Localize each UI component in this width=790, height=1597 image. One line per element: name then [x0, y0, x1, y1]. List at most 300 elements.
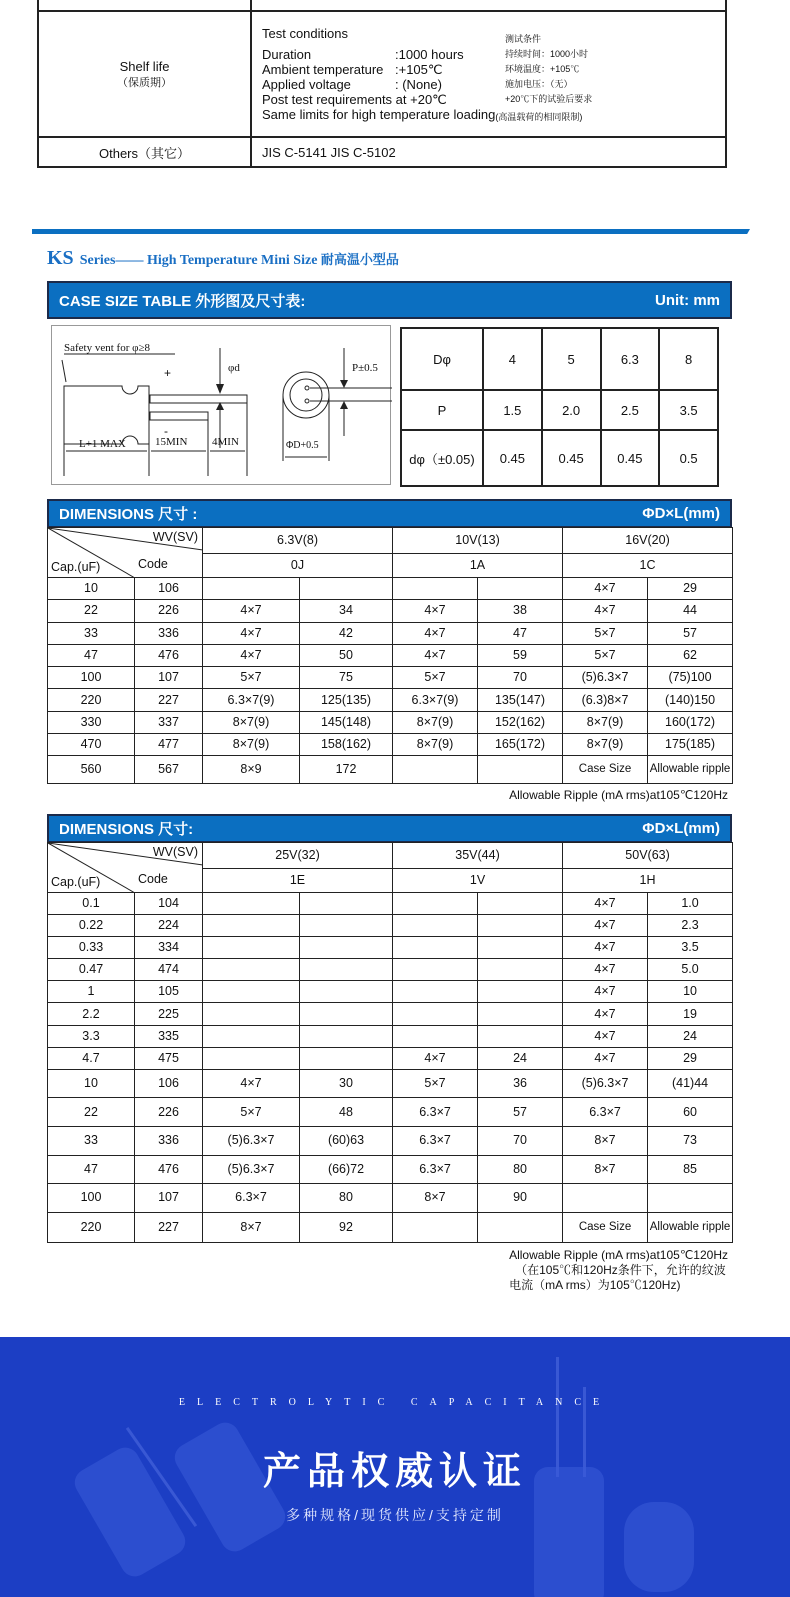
case-size-cell: 4×7: [563, 600, 648, 622]
capacitance-cell: 22: [48, 1098, 135, 1127]
ripple-cell: 42: [300, 622, 393, 644]
case-size-label: P: [401, 390, 483, 430]
ripple-cell: 62: [648, 644, 733, 666]
table-row: [48, 622, 733, 644]
case-size-cell: 8×7: [393, 1184, 478, 1213]
ripple-cell: [300, 893, 393, 915]
ripple-cell: [478, 959, 563, 981]
ripple-cell: 47: [478, 622, 563, 644]
ripple-cell: [300, 1003, 393, 1025]
ripple-cell: [478, 915, 563, 937]
table-row: [48, 756, 733, 784]
voltage-code: 1V: [393, 869, 563, 893]
table-row: [48, 578, 733, 600]
condition-cn: 施加电压：（无）: [505, 79, 573, 89]
capacitance-cell: 560: [48, 756, 135, 784]
case-size-value: 5: [542, 328, 601, 390]
ripple-cell: 152(162): [478, 711, 563, 733]
ripple-cell: 160(172): [648, 711, 733, 733]
ripple-cell: 50: [300, 644, 393, 666]
case-size-cell: 4×7: [563, 578, 648, 600]
case-size-header: [47, 281, 732, 319]
ripple-cell: 85: [648, 1155, 733, 1184]
code-cell: 226: [135, 600, 203, 622]
case-size-label: Dφ: [401, 328, 483, 390]
voltage-header: 10V(13): [393, 528, 563, 554]
table-row: [48, 1003, 733, 1025]
condition-value: :1000 hours: [395, 47, 464, 62]
case-size-cell: [393, 937, 478, 959]
ripple-cell: Allowable ripple: [648, 1212, 733, 1242]
code-cell: 335: [135, 1025, 203, 1047]
case-size-unit: Unit: mm: [655, 291, 720, 309]
case-size-label: dφ（±0.05): [401, 430, 483, 486]
test-conditions-title: Test conditions: [262, 26, 348, 41]
case-size-value: 2.0: [542, 390, 601, 430]
capacitance-cell: 33: [48, 1126, 135, 1155]
case-size-cell: 6.3×7(9): [393, 689, 478, 711]
case-size-value: 8: [659, 328, 718, 390]
code-cell: 107: [135, 1184, 203, 1213]
dimensions-table-1: [47, 527, 733, 784]
case-size-cell: [393, 959, 478, 981]
condition-value: :+105℃: [395, 62, 443, 77]
case-size-cell: 4×7: [563, 893, 648, 915]
case-size-cell: [393, 893, 478, 915]
capacitance-cell: 100: [48, 667, 135, 689]
case-size-cell: 4×7: [563, 981, 648, 1003]
case-size-value: 0.45: [542, 430, 601, 486]
safety-vent-label: Safety vent for φ≥8: [64, 342, 151, 354]
case-size-title: CASE SIZE TABLE 外形图及尺寸表:: [59, 292, 306, 310]
ripple-cell: 135(147): [478, 689, 563, 711]
code-cell: 227: [135, 1212, 203, 1242]
condition-key: Ambient temperature: [262, 62, 384, 77]
case-outline-diagram: [51, 325, 391, 485]
case-size-cell: 5×7: [393, 1069, 478, 1098]
ripple-cell: [478, 578, 563, 600]
voltage-header: 35V(44): [393, 843, 563, 869]
code-cell: 567: [135, 756, 203, 784]
ripple-cell: 125(135): [300, 689, 393, 711]
case-size-value: 0.45: [601, 430, 660, 486]
case-size-cell: [393, 981, 478, 1003]
ripple-cell: 48: [300, 1098, 393, 1127]
capacitance-cell: 3.3: [48, 1025, 135, 1047]
banner-eyebrow: ELECTROLYTIC CAPACITANCE: [178, 1397, 612, 1408]
ripple-cell: 92: [300, 1212, 393, 1242]
same-limits-cn: (高温载荷的相同限制): [495, 112, 583, 122]
case-size-cell: [393, 1025, 478, 1047]
voltage-code: 1C: [563, 554, 733, 578]
case-size-row: [401, 430, 718, 486]
dimensions-table-2: [47, 842, 733, 1243]
table-row: [48, 937, 733, 959]
spec-row-top: [39, 0, 725, 10]
shelf-life-text: Shelf life: [119, 58, 170, 74]
spec-row-others: [39, 136, 725, 166]
voltage-code: 1A: [393, 554, 563, 578]
cap-label: Cap.(uF): [51, 560, 101, 574]
certification-banner: [0, 1337, 790, 1597]
spec-row-shelf-life: [39, 10, 725, 136]
diagonal-header-cell: [48, 528, 203, 578]
others-label: Others（其它）: [39, 138, 252, 166]
case-size-cell: [203, 578, 300, 600]
ripple-cell: 10: [648, 981, 733, 1003]
capacitance-cell: 1: [48, 981, 135, 1003]
code-cell: 475: [135, 1047, 203, 1069]
ripple-cell: [300, 981, 393, 1003]
ripple-note-line: Allowable Ripple (mA rms)at105℃120Hz: [509, 1248, 728, 1262]
code-cell: 227: [135, 689, 203, 711]
case-size-cell: (5)6.3×7: [563, 1069, 648, 1098]
case-size-cell: 4×7: [563, 1025, 648, 1047]
capacitance-cell: 0.22: [48, 915, 135, 937]
ripple-cell: 2.3: [648, 915, 733, 937]
table-row: [48, 1184, 733, 1213]
ripple-cell: [478, 981, 563, 1003]
table-row: [48, 734, 733, 756]
case-size-cell: 8×7: [563, 1126, 648, 1155]
case-size-cell: 8×7(9): [393, 734, 478, 756]
ripple-cell: (75)100: [648, 667, 733, 689]
min4-label: 4MIN: [212, 436, 239, 448]
ripple-cell: [300, 915, 393, 937]
ripple-cell: 80: [300, 1184, 393, 1213]
table-row: [48, 644, 733, 666]
case-size-cell: 4×7: [203, 1069, 300, 1098]
case-size-cell: 4×7: [393, 644, 478, 666]
case-size-cell: [203, 959, 300, 981]
ripple-cell: 145(148): [300, 711, 393, 733]
case-size-cell: 5×7: [393, 667, 478, 689]
ripple-cell: 90: [478, 1184, 563, 1213]
shelf-life-conditions: [252, 12, 725, 136]
case-size-cell: 4×7: [203, 600, 300, 622]
case-size-row: [401, 328, 718, 390]
ripple-cell: [478, 1003, 563, 1025]
series-cn: 耐高温小型品: [320, 253, 399, 268]
ripple-cell: 19: [648, 1003, 733, 1025]
capacitance-cell: 220: [48, 689, 135, 711]
ripple-cell: 30: [300, 1069, 393, 1098]
voltage-header: 6.3V(8): [203, 528, 393, 554]
shelf-life-cn: （保质期）: [117, 76, 172, 89]
banner-subtitle: 多种规格/现货供应/支持定制: [286, 1507, 504, 1523]
case-size-value: 0.45: [483, 430, 542, 486]
code-cell: 476: [135, 644, 203, 666]
table-row: [48, 689, 733, 711]
post-test-text: Post test requirements at +20℃: [262, 92, 447, 107]
table-row: [48, 893, 733, 915]
case-size-value: 2.5: [601, 390, 660, 430]
case-size-cell: 4×7: [563, 1047, 648, 1069]
case-size-cell: [203, 1025, 300, 1047]
ripple-cell: 70: [478, 667, 563, 689]
capacitance-cell: 0.33: [48, 937, 135, 959]
case-size-cell: 4×7: [393, 600, 478, 622]
ripple-cell: 60: [648, 1098, 733, 1127]
code-cell: 477: [135, 734, 203, 756]
ripple-note-line: （在105℃和120Hz条件下，允许的纹波: [515, 1263, 726, 1277]
case-size-cell: 5×7: [203, 1098, 300, 1127]
case-size-cell: 4×7: [563, 937, 648, 959]
ripple-cell: [478, 1212, 563, 1242]
ripple-cell: 3.5: [648, 937, 733, 959]
ripple-cell: 75: [300, 667, 393, 689]
case-size-cell: [393, 756, 478, 784]
case-size-cell: 6.3×7: [393, 1098, 478, 1127]
case-size-value: 6.3: [601, 328, 660, 390]
ripple-cell: 59: [478, 644, 563, 666]
ripple-cell: 24: [648, 1025, 733, 1047]
case-size-cell: 8×7(9): [203, 711, 300, 733]
post-test-cn: +20℃下的试验后要求: [505, 94, 593, 104]
case-size-cell: 5×7: [203, 667, 300, 689]
case-size-cell: [393, 1003, 478, 1025]
ripple-cell: 29: [648, 1047, 733, 1069]
ripple-cell: [300, 1025, 393, 1047]
code-cell: 336: [135, 1126, 203, 1155]
same-limits-text: Same limits for high temperature loading: [262, 107, 496, 122]
case-size-cell: 4×7: [203, 622, 300, 644]
ripple-cell: [478, 893, 563, 915]
capacitance-cell: 0.47: [48, 959, 135, 981]
ripple-note-2: [509, 1248, 728, 1293]
case-size-cell: 6.3×7: [393, 1126, 478, 1155]
code-cell: 476: [135, 1155, 203, 1184]
case-size-cell: [203, 1047, 300, 1069]
table-row: [48, 600, 733, 622]
capacitance-cell: 47: [48, 644, 135, 666]
wv-label: WV(SV): [152, 530, 198, 544]
length-label: L+1 MAX: [79, 438, 126, 450]
ripple-cell: 1.0: [648, 893, 733, 915]
ripple-cell: (60)63: [300, 1126, 393, 1155]
capacitance-cell: 33: [48, 622, 135, 644]
wv-label: WV(SV): [152, 845, 198, 859]
condition-cn: 持续时间：1000小时: [505, 49, 589, 59]
case-size-cell: (5)6.3×7: [563, 667, 648, 689]
code-cell: 107: [135, 667, 203, 689]
voltage-header: 25V(32): [203, 843, 393, 869]
case-size-cell: 4×7: [393, 1047, 478, 1069]
case-size-cell: 5×7: [563, 644, 648, 666]
code-cell: 106: [135, 1069, 203, 1098]
capacitance-cell: 330: [48, 711, 135, 733]
case-size-cell: 6.3×7: [203, 1184, 300, 1213]
ripple-note: Allowable Ripple (mA rms)at105℃120Hz: [509, 788, 728, 802]
case-size-cell: Case Size: [563, 756, 648, 784]
case-size-row: [401, 390, 718, 430]
ripple-cell: (140)150: [648, 689, 733, 711]
table-row: [48, 981, 733, 1003]
case-diameter-label: ΦD+0.5: [286, 440, 319, 451]
ripple-cell: 24: [478, 1047, 563, 1069]
table-row: [48, 1025, 733, 1047]
series-heading: [47, 247, 399, 270]
case-size-table: [400, 327, 719, 487]
ripple-note-line: 电流（mA rms）为105℃120Hz): [509, 1278, 681, 1292]
case-size-cell: (6.3)8×7: [563, 689, 648, 711]
capacitance-cell: 0.1: [48, 893, 135, 915]
series-code: KS: [47, 247, 74, 269]
condition-voltage: [262, 77, 725, 92]
case-size-cell: [563, 1184, 648, 1213]
condition-duration: [262, 47, 725, 62]
ripple-cell: 165(172): [478, 734, 563, 756]
ripple-cell: 5.0: [648, 959, 733, 981]
ripple-cell: [478, 1025, 563, 1047]
positive-lead-label: +: [164, 366, 172, 380]
case-size-cell: 6.3×7: [393, 1155, 478, 1184]
condition-value: : (None): [395, 77, 442, 92]
case-size-cell: 4×7: [563, 1003, 648, 1025]
dimensions-header-2: [47, 814, 732, 843]
table-row: [48, 1069, 733, 1098]
code-cell: 334: [135, 937, 203, 959]
case-size-cell: 6.3×7: [563, 1098, 648, 1127]
pitch-label: P±0.5: [352, 362, 378, 374]
series-text: Series—— High Temperature Mini Size: [79, 253, 318, 268]
case-size-value: 1.5: [483, 390, 542, 430]
case-size-cell: (5)6.3×7: [203, 1155, 300, 1184]
case-size-cell: 6.3×7(9): [203, 689, 300, 711]
ripple-cell: 175(185): [648, 734, 733, 756]
case-size-cell: 4×7: [393, 622, 478, 644]
ripple-cell: [478, 937, 563, 959]
code-cell: 336: [135, 622, 203, 644]
table-row: [48, 959, 733, 981]
capacitance-cell: 47: [48, 1155, 135, 1184]
case-size-cell: [203, 937, 300, 959]
banner-title: 产品权威认证: [262, 1451, 527, 1493]
case-size-cell: Case Size: [563, 1212, 648, 1242]
ripple-cell: 73: [648, 1126, 733, 1155]
code-cell: 337: [135, 711, 203, 733]
case-size-cell: 8×7(9): [563, 711, 648, 733]
capacitance-cell: 100: [48, 1184, 135, 1213]
table-row: [48, 1098, 733, 1127]
dimensions-title: DIMENSIONS 尺寸:: [59, 821, 194, 838]
case-size-cell: [203, 981, 300, 1003]
capacitance-cell: 220: [48, 1212, 135, 1242]
case-size-value: 4: [483, 328, 542, 390]
case-size-cell: [203, 1003, 300, 1025]
ripple-cell: (41)44: [648, 1069, 733, 1098]
code-cell: 105: [135, 981, 203, 1003]
section-divider: [32, 229, 750, 234]
case-size-cell: 4×7: [203, 644, 300, 666]
ripple-cell: 158(162): [300, 734, 393, 756]
case-size-cell: (5)6.3×7: [203, 1126, 300, 1155]
ripple-cell: [300, 1047, 393, 1069]
ripple-cell: 34: [300, 600, 393, 622]
case-size-cell: 8×7(9): [203, 734, 300, 756]
case-size-cell: 8×9: [203, 756, 300, 784]
case-size-cell: [393, 915, 478, 937]
case-size-cell: 8×7(9): [393, 711, 478, 733]
condition-key: Applied voltage: [262, 77, 351, 92]
voltage-header: 50V(63): [563, 843, 733, 869]
table-row: [48, 667, 733, 689]
dimensions-title: DIMENSIONS 尺寸 :: [59, 506, 198, 523]
case-size-cell: [203, 915, 300, 937]
ripple-cell: [300, 937, 393, 959]
condition-temperature: [262, 62, 725, 77]
dimensions-unit: ΦD×L(mm): [642, 505, 720, 522]
capacitance-cell: 22: [48, 600, 135, 622]
table-row: [48, 1155, 733, 1184]
cap-label: Cap.(uF): [51, 875, 101, 889]
lead-diameter-label: φd: [228, 362, 240, 374]
case-size-cell: [393, 578, 478, 600]
ripple-cell: [300, 578, 393, 600]
dimensions-unit: ΦD×L(mm): [642, 820, 720, 837]
case-size-cell: 4×7: [563, 959, 648, 981]
condition-cn: 环境温度：+105℃: [505, 64, 580, 74]
table-row: [48, 915, 733, 937]
voltage-header: 16V(20): [563, 528, 733, 554]
ripple-cell: [648, 1184, 733, 1213]
capacitance-cell: 470: [48, 734, 135, 756]
ripple-cell: 44: [648, 600, 733, 622]
voltage-code: 0J: [203, 554, 393, 578]
shelf-life-label: [39, 12, 252, 136]
negative-lead-label: -: [164, 424, 168, 438]
code-cell: 474: [135, 959, 203, 981]
case-size-cell: 8×7(9): [563, 734, 648, 756]
ripple-cell: 57: [478, 1098, 563, 1127]
case-size-value: 3.5: [659, 390, 718, 430]
voltage-header-row: [48, 843, 733, 869]
ripple-cell: 29: [648, 578, 733, 600]
diagonal-header-cell: [48, 843, 203, 893]
ripple-cell: [300, 959, 393, 981]
capacitance-cell: 2.2: [48, 1003, 135, 1025]
voltage-header-row: [48, 528, 733, 554]
table-row: [48, 711, 733, 733]
case-size-cell: 8×7: [563, 1155, 648, 1184]
ripple-cell: [478, 756, 563, 784]
others-value: JIS C-5141 JIS C-5102: [262, 144, 396, 160]
code-cell: 104: [135, 893, 203, 915]
voltage-code: 1H: [563, 869, 733, 893]
code-cell: 224: [135, 915, 203, 937]
capacitance-cell: 10: [48, 578, 135, 600]
lead-length-label: 15MIN: [155, 436, 188, 448]
case-size-cell: 4×7: [563, 915, 648, 937]
table-row: [48, 1212, 733, 1242]
code-label: Code: [138, 872, 168, 886]
ripple-cell: 172: [300, 756, 393, 784]
table-row: [48, 1047, 733, 1069]
voltage-code: 1E: [203, 869, 393, 893]
test-conditions-cn: 测试条件: [505, 34, 542, 44]
code-label: Code: [138, 557, 168, 571]
case-size-value: 0.5: [659, 430, 718, 486]
case-size-cell: [393, 1212, 478, 1242]
table-row: [48, 1126, 733, 1155]
ripple-cell: 80: [478, 1155, 563, 1184]
case-size-cell: [203, 893, 300, 915]
spec-table: [37, 0, 727, 168]
ripple-cell: (66)72: [300, 1155, 393, 1184]
ripple-cell: 38: [478, 600, 563, 622]
code-cell: 106: [135, 578, 203, 600]
condition-key: Duration: [262, 47, 312, 62]
